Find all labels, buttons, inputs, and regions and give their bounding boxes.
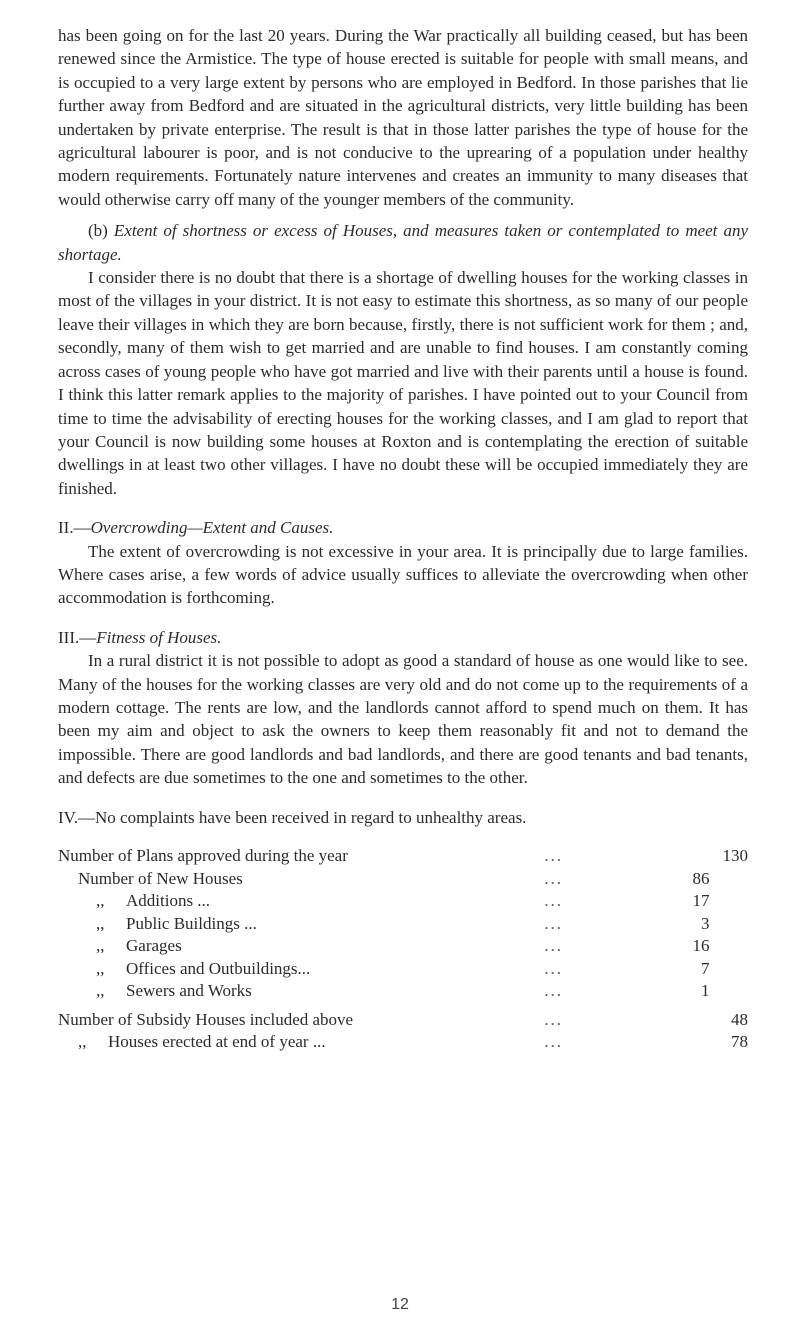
table-row [58,958,748,981]
leader-dots: ... [544,868,563,888]
section-iv-text: IV.—No complaints have been received in regard to unhealthy areas. [58,807,527,827]
stat-label-row [58,890,544,913]
stat-label-row [58,980,544,1003]
table-row [58,913,748,936]
leader-dots: ... [544,891,563,910]
section-b-heading-text: Extent of shortness or excess of Houses, and measures taken or contemplated to meet any shortage. [58,221,749,264]
stat-label-row [58,958,544,981]
stat-value: 1 [700,981,710,1000]
section-ii-heading [58,516,748,539]
stat-label: Number of Subsidy Houses included above [58,1009,354,1029]
ditto-mark: ,, [96,936,105,955]
leader-dots: ... [544,1009,563,1029]
table-row [58,935,748,958]
stat-value: 48 [731,1009,748,1029]
stat-label-row [58,913,544,936]
leader-dots: ... [544,981,563,1000]
stat-label: Offices and Outbuildings... [126,958,311,978]
stat-value: 78 [731,1032,748,1051]
leader-dots: ... [544,958,563,978]
table-row [58,890,748,913]
stat-value: 3 [700,913,710,933]
stat-value: 86 [692,868,710,888]
section-iii-body: In a rural district it is not possible to adopt as good a standard of house as one would like to see. Many of the houses for the working classes are very old and do not come up to the requirements of a modern cottage. The rents are low, and the landlords cannot afford to spend much on them. It has been my aim and object to ask the owners to keep them reasonably fit and not to demand the impossible. There are good landlords and bad landlords, and there are good tenants and bad tenants, and defects are due sometimes to the one and sometimes to the other. [58,651,748,788]
table-row [58,868,748,891]
stat-value: 16 [692,936,710,955]
page-number: 12 [391,1296,409,1313]
table-row [58,980,748,1003]
table-row [58,845,748,868]
ditto-mark: ,, [78,1032,87,1051]
stat-value: 17 [692,891,710,910]
leader-dots: ... [544,913,563,933]
ditto-mark: ,, [96,958,105,978]
section-b-label: (b) [88,221,108,241]
leader-dots: ... [544,846,563,865]
section-b-heading [58,219,748,266]
table-row [58,1003,748,1032]
leader-dots: ... [544,936,563,955]
building-statistics-table [58,845,748,1054]
stat-label: Garages [126,936,182,955]
stat-value: 130 [722,846,748,865]
section-ii-heading-text: Overcrowding—Extent and Causes. [90,518,334,538]
stat-label: Number of Plans approved during the year [58,846,348,865]
stat-label: Number of New Houses [78,868,243,888]
intro-paragraph: has been going on for the last 20 years. During the War practically all building ceased, but has been renewed since the Armistice. The type of house erected is suitable for people with small means, and is occupied to a very large extent by persons who are employed in Bedford. In those parishes that lie further away from Bedford and are situated in the agricultural districts, very little building has been undertaken by private enterprise. The result is that in those latter parishes the type of house for the agricultural labourer is poor, and is not conducive to the uprearing of a population under healthy modern requirements. Fortunately nature intervenes and creates an immunity to many diseases that would otherwise carry off many of the younger members of the community. [58,26,748,209]
section-ii-label: II.— [58,518,91,538]
section-iii-heading [58,626,748,649]
stat-label: Public Buildings ... [126,913,257,933]
section-ii-body: The extent of overcrowding is not excessive in your area. It is principally due to large families. Where cases arise, a few words of advice usually suffices to alleviate the overcrowding when other accommodation is forthcoming. [58,541,748,608]
table-row [58,1031,748,1054]
stat-label: Sewers and Works [126,981,252,1000]
ditto-mark: ,, [96,913,105,933]
section-b-body: I consider there is no doubt that there is a shortage of dwelling houses for the working classes in most of the villages in your district. It is not easy to estimate this shortness, as so many of our people leave their villages in which they are born because, firstly, there is not sufficient work for them ; and, secondly, many of them wish to get married and are unable to find houses. I am constantly coming across cases of young people who have got married and live with their parents until a house is found. I think this latter remark applies to the majority of parishes. I have pointed out to your Council from time to time the advisability of erecting houses for the working classes, and I am glad to report that your Council is now building some houses at Roxton and is contemplating the erection of suitable dwellings in at least two other villages. I have no doubt these will be occupied immediately they are finished. [58,268,748,498]
ditto-mark: ,, [96,891,105,910]
stat-label: Additions ... [126,891,211,910]
stat-label-row [58,1031,544,1054]
stat-label: Houses erected at end of year ... [108,1032,326,1051]
stat-value: 7 [700,958,710,978]
leader-dots: ... [544,1032,563,1051]
ditto-mark: ,, [96,981,105,1000]
stat-label-row [58,935,544,958]
section-iii-label: III.— [58,627,97,647]
section-iii-heading-text: Fitness of Houses. [96,627,222,647]
